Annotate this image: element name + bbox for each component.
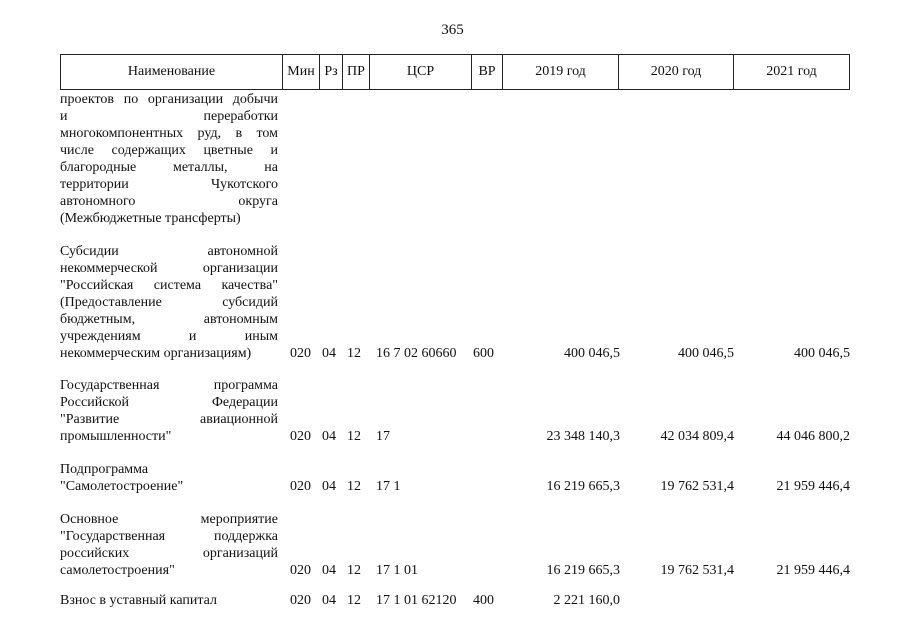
row-name-line: промышленности" — [60, 429, 172, 444]
cell-vr: 600 — [473, 346, 494, 361]
row-name-line: (Предоставление субсидий — [60, 295, 278, 310]
cell-rz: 04 — [322, 346, 336, 361]
cell-min: 020 — [290, 346, 311, 361]
row-name-line: "Российская система качества" — [60, 278, 278, 293]
header-vr: ВР — [472, 55, 503, 90]
cell-y2019: 16 219 665,3 — [546, 479, 620, 494]
cell-y2020: 42 034 809,4 — [660, 429, 734, 444]
row-name-line: учреждениям и иным — [60, 329, 278, 344]
cell-min: 020 — [290, 429, 311, 444]
cell-y2021: 44 046 800,2 — [776, 429, 850, 444]
row-name-line: благородные металлы, на — [60, 160, 278, 175]
cell-min: 020 — [290, 593, 311, 608]
row-name-line: самолетостроения" — [60, 563, 175, 578]
cell-y2020: 19 762 531,4 — [660, 479, 734, 494]
cell-csr: 17 1 01 — [376, 563, 418, 578]
cell-pr: 12 — [347, 346, 361, 361]
table-row — [60, 243, 850, 362]
cell-y2020: 19 762 531,4 — [660, 563, 734, 578]
row-name-line: территории Чукотского — [60, 177, 278, 192]
cell-csr: 16 7 02 60660 — [376, 346, 457, 361]
table-header — [60, 54, 850, 90]
row-name-line: числе содержащих цветные и — [60, 143, 278, 158]
cell-rz: 04 — [322, 593, 336, 608]
row-name-line: (Межбюджетные трансферты) — [60, 211, 241, 226]
table-row — [60, 511, 850, 579]
table-row — [60, 592, 850, 609]
row-name-line: многокомпонентных руд, в том — [60, 126, 278, 141]
row-name-line: некоммерческой организации — [60, 261, 278, 276]
header-2019: 2019 год — [503, 55, 619, 90]
header-2020: 2020 год — [619, 55, 734, 90]
table-row — [60, 461, 850, 495]
table-row — [60, 91, 850, 227]
cell-csr: 17 1 01 62120 — [376, 593, 457, 608]
row-name-line: Взнос в уставный капитал — [60, 593, 217, 608]
row-name — [60, 243, 278, 362]
row-name-line: некоммерческим организациям) — [60, 346, 252, 361]
row-name — [60, 511, 278, 579]
row-name-line: бюджетным, автономным — [60, 312, 278, 327]
table-row — [60, 377, 850, 445]
cell-rz: 04 — [322, 479, 336, 494]
row-name-line: Подпрограмма — [60, 462, 149, 477]
cell-pr: 12 — [347, 429, 361, 444]
cell-rz: 04 — [322, 563, 336, 578]
cell-vr: 400 — [473, 593, 494, 608]
cell-y2019: 23 348 140,3 — [546, 429, 620, 444]
header-name: Наименование — [61, 55, 283, 90]
row-name — [60, 377, 278, 445]
cell-pr: 12 — [347, 479, 361, 494]
page-number: 365 — [441, 22, 464, 38]
cell-y2019: 400 046,5 — [564, 346, 620, 361]
row-name-line: Российской Федерации — [60, 395, 278, 410]
row-name — [60, 91, 278, 227]
cell-csr: 17 — [376, 429, 390, 444]
cell-csr: 17 1 — [376, 479, 401, 494]
row-name-line: "Развитие авиационной — [60, 412, 278, 427]
row-name-line: "Самолетостроение" — [60, 479, 184, 494]
row-name-line: Государственная программа — [60, 378, 278, 393]
row-name — [60, 461, 278, 495]
row-name — [60, 592, 278, 609]
header-min: Мин — [283, 55, 320, 90]
row-name-line: российских организаций — [60, 546, 278, 561]
row-name-line: Субсидии автономной — [60, 244, 278, 259]
cell-y2021: 400 046,5 — [794, 346, 850, 361]
cell-y2021: 21 959 446,4 — [776, 479, 850, 494]
row-name-line: Основное мероприятие — [60, 512, 278, 527]
cell-y2019: 16 219 665,3 — [546, 563, 620, 578]
cell-min: 020 — [290, 563, 311, 578]
cell-min: 020 — [290, 479, 311, 494]
row-name-line: проектов по организации добычи — [60, 92, 278, 107]
cell-pr: 12 — [347, 593, 361, 608]
header-csr: ЦСР — [370, 55, 472, 90]
row-name-line: и переработки — [60, 109, 278, 124]
header-2021: 2021 год — [734, 55, 850, 90]
cell-pr: 12 — [347, 563, 361, 578]
header-rz: Рз — [320, 55, 343, 90]
cell-y2021: 21 959 446,4 — [776, 563, 850, 578]
cell-rz: 04 — [322, 429, 336, 444]
cell-y2020: 400 046,5 — [678, 346, 734, 361]
cell-y2019: 2 221 160,0 — [553, 593, 620, 608]
row-name-line: автономного округа — [60, 194, 278, 209]
header-pr: ПР — [343, 55, 370, 90]
table-body — [60, 91, 850, 609]
row-name-line: "Государственная поддержка — [60, 529, 278, 544]
